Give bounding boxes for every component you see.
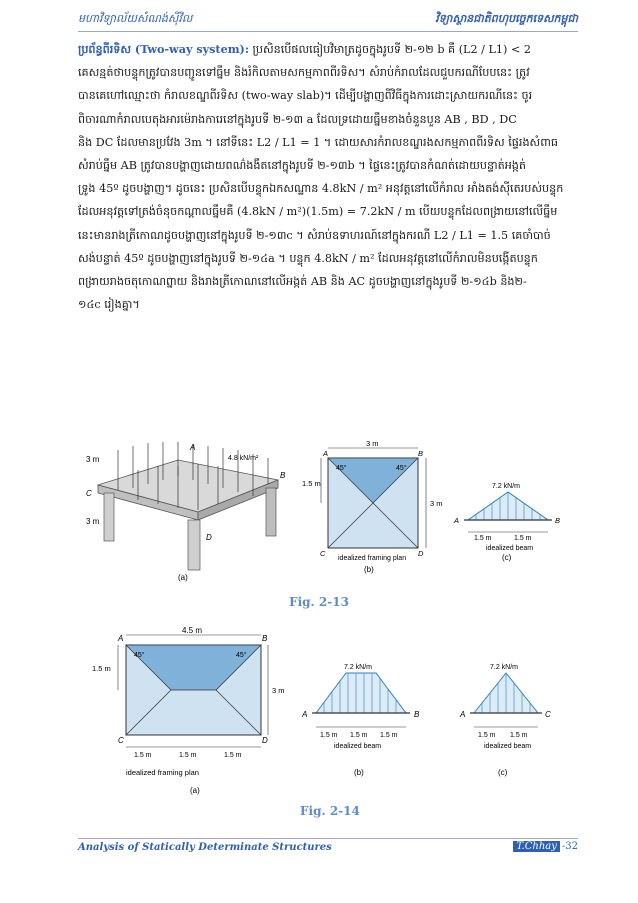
fig14c-C: C xyxy=(545,710,551,719)
fig14c-beam-label: idealized beam xyxy=(484,743,532,750)
fig13c-load: 7.2 kN/m xyxy=(492,483,521,490)
footer-title: Analysis of Statically Determinate Structures xyxy=(78,842,332,853)
fig13b-B: B xyxy=(418,449,424,458)
fig14a-B: B xyxy=(262,634,268,643)
para-line-5: និង DC ដែលមានប្រវែង 3m ។ នៅទីនេះ L2 / L1 = 1 ។ ដោយសារកំរាលខណ្ឌរងសកម្មភាពពីរទិស ផ្ទៃរងសំពាធ xyxy=(78,135,558,149)
fig14c-d2: 1.5 m xyxy=(510,732,528,739)
fig14a-dim-top: 4.5 m xyxy=(182,626,203,635)
para-line-2: គេសន្មត់ថាបន្ទុកត្រូវបានបញ្ជូនទៅធ្នឹម និងរំកិលតាមសកម្មភាពពីរទិស។ សំរាប់កំរាលដែលជួបករណីបែបនេះ ត្រូវ xyxy=(78,66,530,80)
fig14b-d2: 1.5 m xyxy=(350,732,368,739)
fig13b-plan xyxy=(321,448,426,548)
fig14b-d3: 1.5 m xyxy=(380,732,398,739)
fig13b-dim-top: 3 m xyxy=(366,440,379,448)
para-line-12: ១៤c រៀងគ្នា។ xyxy=(78,298,140,312)
fig14b-load: 7.2 kN/m xyxy=(344,664,373,671)
para-line-7: ទ្រូង 45º ដូចបង្ហាញ។ ដូចនេះ ប្រសិនបើបន្ទុកឯកសណ្ឋាន 4.8kN / m² អនុវត្តនៅលើកំរាល អាំងតង់ស៊ីតេរបស់បន្ទុក xyxy=(78,182,564,196)
fig13a-dim2: 3 m xyxy=(86,517,100,526)
fig13b-plan-label: idealized framing plan xyxy=(338,555,407,562)
fig14a-dim-left: 1.5 m xyxy=(92,664,111,673)
fig14a-dim-right: 3 m xyxy=(272,686,285,695)
fig14a-d1: 1.5 m xyxy=(134,752,152,759)
para-line-4: ពិចារណាកំរាលបេតុងអារម៉េរាងការេនៅក្នុងរូបទី ២-១៣ a ដែលទ្រដោយធ្នឹមខាងចំនួនបួន AB , BD , DC xyxy=(78,112,517,126)
para-line-6: សំរាប់ធ្នឹម AB ត្រូវបានបង្ហាញដោយពណ៌ងងឹតនៅក្នុងរូបទី ២-១៣b ។ ផ្ទៃនេះត្រូវបានកំណត់ដោយបន្ទាត់អង្កត់ xyxy=(78,159,527,173)
fig13b-angle1: 45° xyxy=(336,465,347,472)
fig13c-B: B xyxy=(555,516,561,525)
fig13-caption: Fig. 2-13 xyxy=(289,595,349,609)
figure-2-14 xyxy=(78,625,578,800)
fig13a-load: 4.8 kN/m² xyxy=(228,455,259,462)
fig14a-plan-label: idealized framing plan xyxy=(126,768,199,777)
fig14c-d1: 1.5 m xyxy=(478,732,496,739)
fig14c-beam xyxy=(470,673,542,727)
fig14b-beam xyxy=(312,673,410,727)
fig14c-load: 7.2 kN/m xyxy=(490,664,519,671)
fig14c-A: A xyxy=(460,710,466,719)
para-line-10: សង់បន្ទាត់ 45º ដូចបង្ហាញនៅក្នុងរូបទី ២-១៤a ។ បន្ទុក 4.8kN / m² ដែលអនុវត្តនៅលើកំរាលមិនបង្កើតបន្ទុក xyxy=(78,251,538,265)
fig13b-dim-right: 3 m xyxy=(430,499,443,508)
para-line-11: ពង្រាយរាងចតុកោណព្នាយ និងរាងត្រីកោណនៅលើអង្កត់ AB និង AC ដូចបង្ហាញនៅក្នុងរូបទី ២-១៤b និង២- xyxy=(78,275,527,289)
para-line-8: ដែលអនុវត្តទៅត្រង់ចំនុចកណ្ដាលធ្នឹមគឺ (4.8kN / m²)(1.5m) = 7.2kN / m បើយបន្ទុកដែលពង្រាយនៅលើធ្នឹម xyxy=(78,205,558,219)
fig14b-d1: 1.5 m xyxy=(320,732,338,739)
fig13c-label: (c) xyxy=(502,553,512,562)
fig14-caption: Fig. 2-14 xyxy=(300,804,360,818)
fig14a-D: D xyxy=(262,736,268,745)
fig14a-d3: 1.5 m xyxy=(224,752,242,759)
figure-2-13 xyxy=(78,440,578,585)
fig13c-beam-label: idealized beam xyxy=(486,545,534,552)
page-header xyxy=(78,10,578,32)
footer-page-number: -32 xyxy=(561,841,578,852)
fig13a-A: A xyxy=(190,443,196,452)
section-title: ប្រព័ន្ធពីរទិស (Two-way system): xyxy=(78,42,249,56)
footer-page xyxy=(513,841,578,852)
fig14a-angle2: 45° xyxy=(236,652,247,659)
fig13a-dim1: 3 m xyxy=(86,455,100,464)
fig13c-beam xyxy=(464,492,552,532)
fig13b-D: D xyxy=(418,549,424,558)
fig14a-angle1: 45° xyxy=(134,652,145,659)
fig13b-angle2: 45° xyxy=(396,465,407,472)
fig14a-label: (a) xyxy=(190,786,200,795)
fig14b-label: (b) xyxy=(354,768,364,777)
fig14a-A: A xyxy=(118,634,124,643)
fig13a-C: C xyxy=(86,489,92,498)
fig13a-label: (a) xyxy=(178,573,188,582)
body-text xyxy=(78,38,578,316)
fig13b-dim-left: 1.5 m xyxy=(302,479,321,488)
para-line-3: បានគេហៅឈ្មោះថា កំរាលខណ្ឌពីរទិស (two-way slab)។ ដើម្បីបង្ហាញពីវិធីក្នុងការដោះស្រាយករណីនេះ ចូរ xyxy=(78,89,533,103)
fig13b-A: A xyxy=(323,449,329,458)
fig14b-B: B xyxy=(414,710,420,719)
fig13b-label: (b) xyxy=(364,565,374,574)
fig13a-B: B xyxy=(280,471,286,480)
fig13c-dim2: 1.5 m xyxy=(514,535,532,542)
header-faculty: មហាវិទ្យាល័យសំណង់ស៊ីវិល xyxy=(78,12,193,25)
fig13c-A: A xyxy=(454,516,460,525)
fig14c-label: (c) xyxy=(498,768,508,777)
page-footer xyxy=(78,838,578,856)
fig13c-dim1: 1.5 m xyxy=(474,535,492,542)
fig13a-D: D xyxy=(206,533,212,542)
para-line-1: ប្រសិនបើផលធៀបវិមាត្រដូចក្នុងរូបទី ២-១២ b គឺ (L2 / L1) < 2 xyxy=(252,43,531,56)
fig14b-A: A xyxy=(302,710,308,719)
para-line-9: នេះមានរាងត្រីកោណដូចបង្ហាញនៅក្នុងរូបទី ២-១៣c ។ សំរាប់ឧទាហរណ៍នៅក្នុងករណី L2 / L1 = 1.5 គេចាំបាច់ xyxy=(78,228,551,242)
fig13b-C: C xyxy=(320,549,326,558)
fig14a-d2: 1.5 m xyxy=(179,752,197,759)
header-institute: វិទ្យាស្ថានជាតិពហុបច្ចេកទេសកម្ពុជា xyxy=(435,12,578,25)
footer-author: T.Chhay xyxy=(513,841,560,852)
fig14b-beam-label: idealized beam xyxy=(334,743,382,750)
fig14a-C: C xyxy=(118,736,124,745)
